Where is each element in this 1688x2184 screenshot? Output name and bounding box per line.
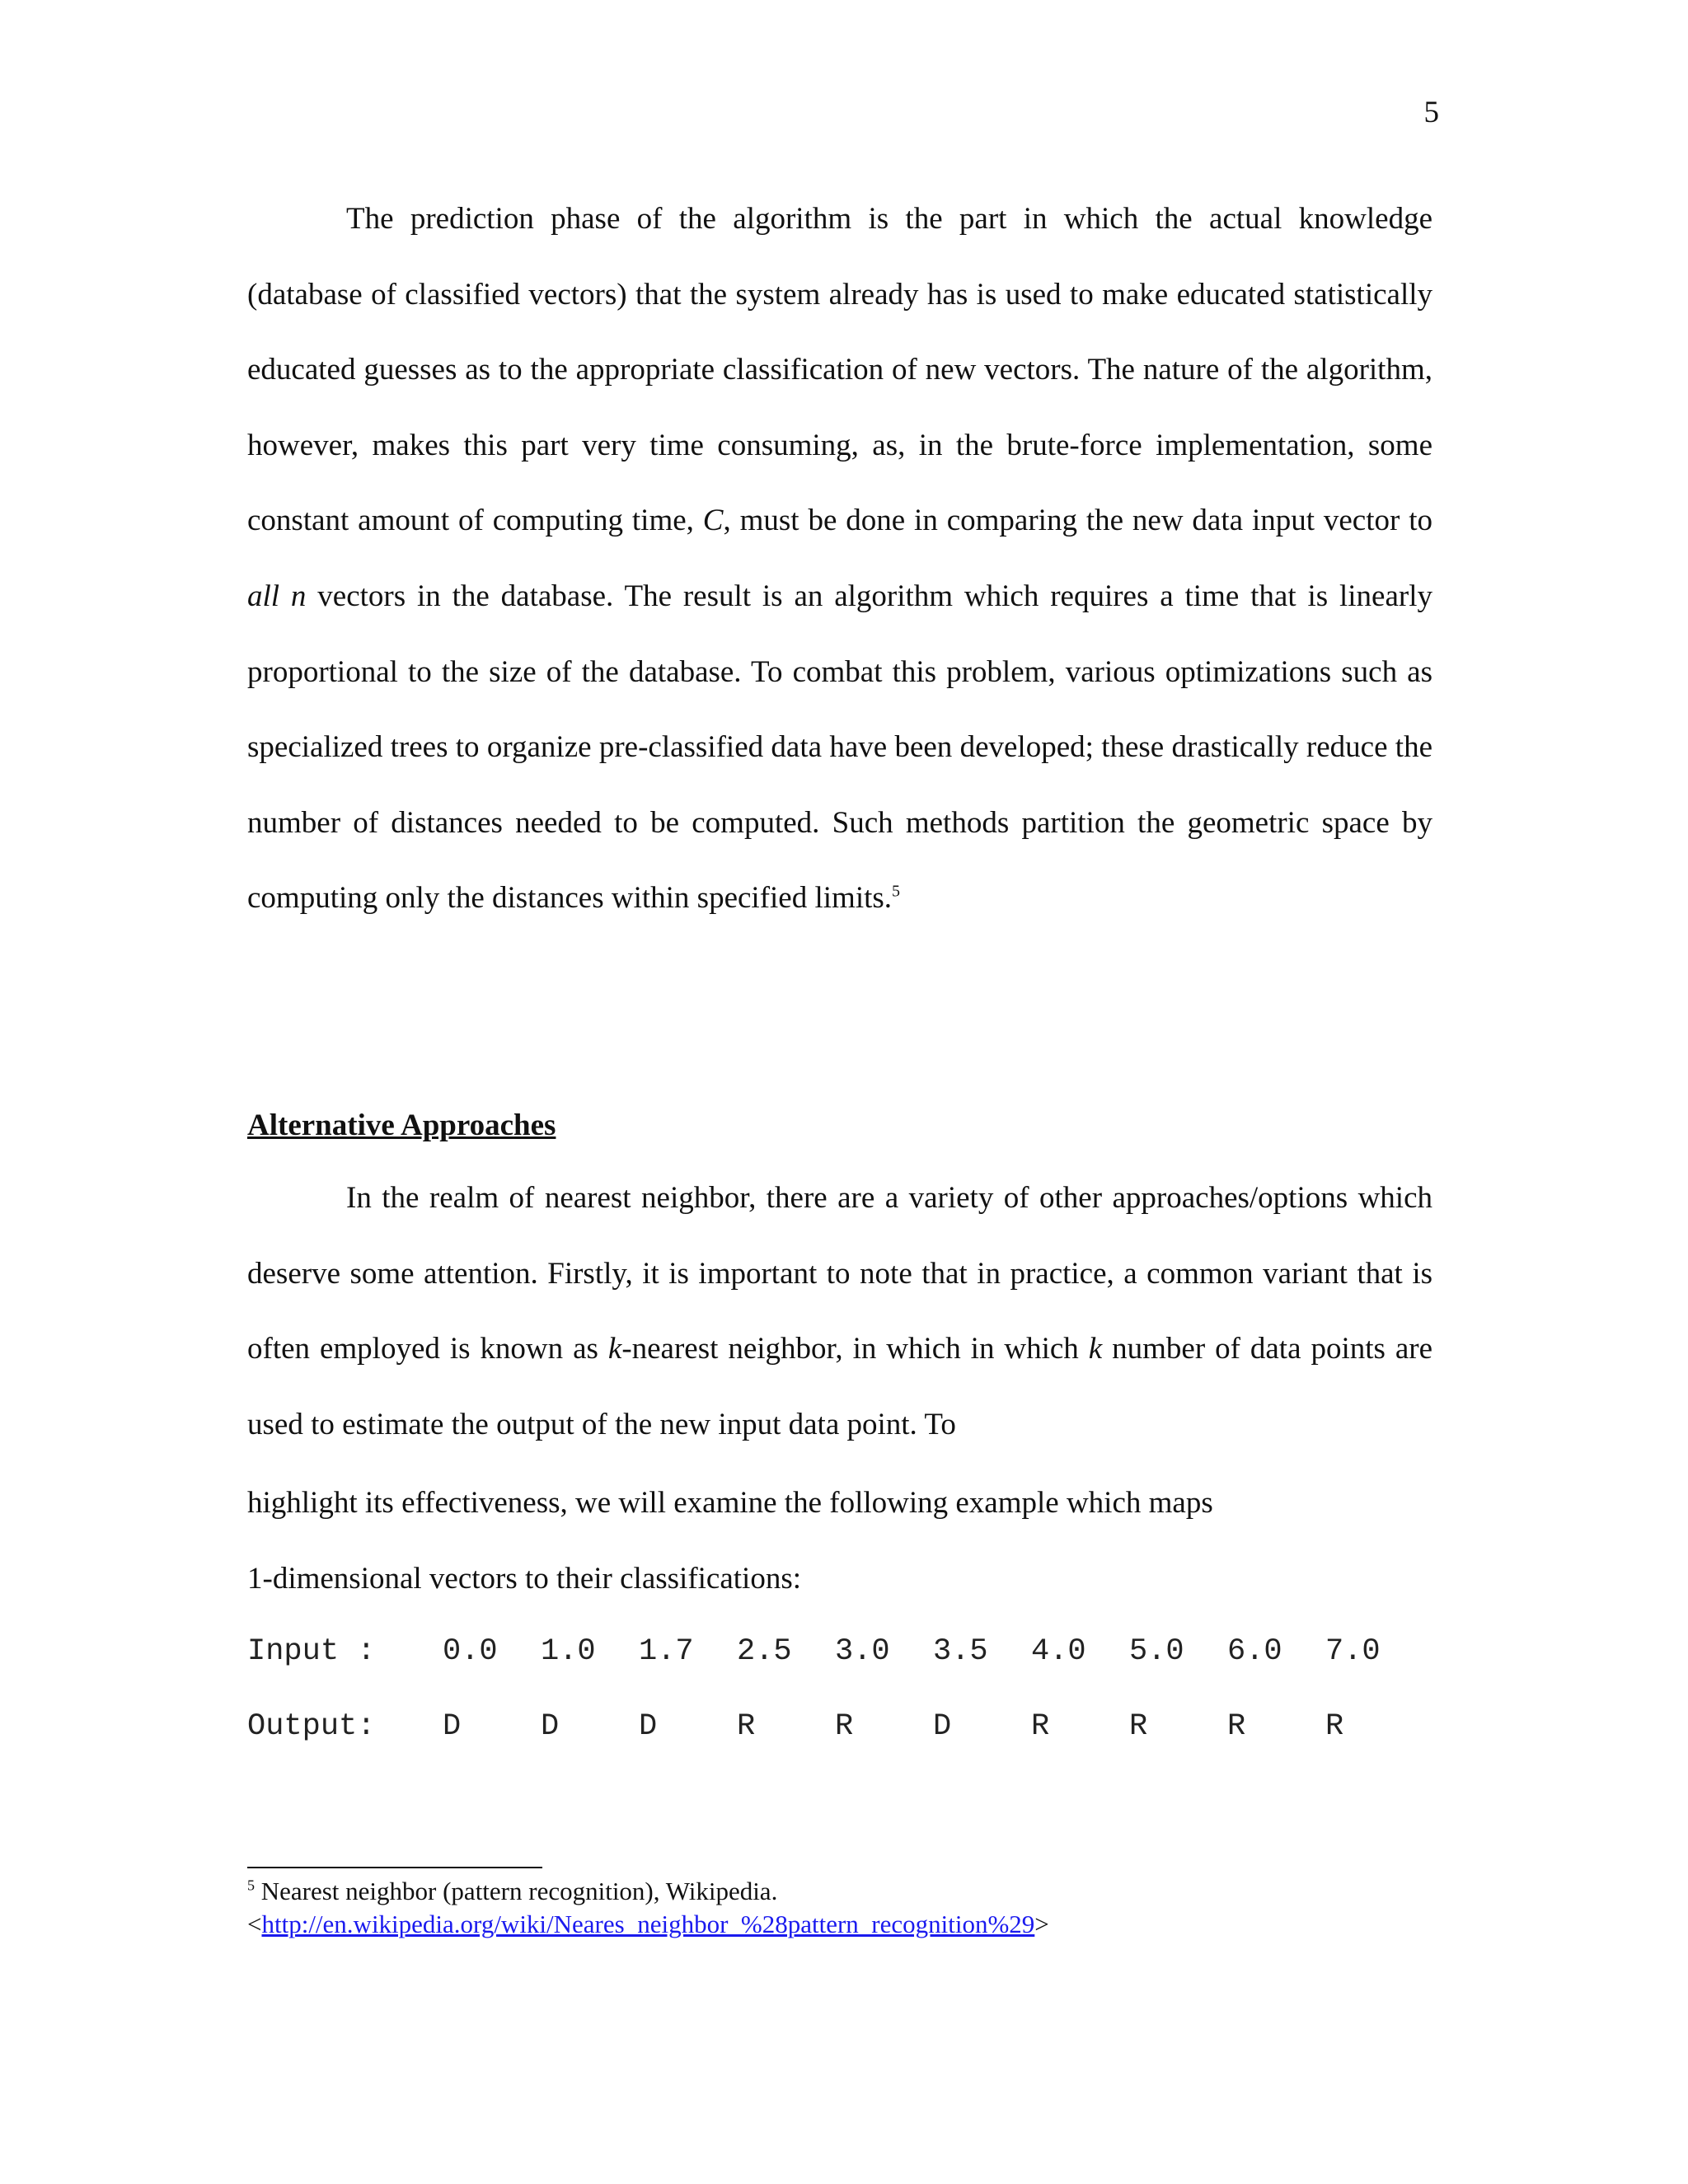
footnote-link[interactable]: http://en.wikipedia.org/wiki/Neares_neighbor_%28pattern_recognition%29 — [261, 1910, 1035, 1938]
footnote — [247, 1875, 1049, 1941]
input-value: 6.0 — [1227, 1634, 1282, 1669]
footnote-line-1 — [247, 1875, 1049, 1908]
input-value: 1.7 — [639, 1634, 694, 1669]
text-space — [279, 579, 291, 613]
paragraph-prediction-phase — [247, 181, 1432, 936]
output-label: Output: — [247, 1709, 376, 1744]
output-value: D — [541, 1709, 560, 1744]
text-run: In the realm of nearest neighbor, there are a variety of other approaches/options which deserve some attention. Firstly, it is important to note that in practice, a common variant that is often employed is known as — [247, 1181, 1432, 1366]
paragraph-alternative-approaches — [247, 1160, 1432, 1462]
bracket-open: < — [247, 1910, 262, 1938]
input-value: 5.0 — [1129, 1634, 1184, 1669]
output-value: D — [933, 1709, 952, 1744]
text-run: -nearest neighbor, in which in which — [621, 1332, 1089, 1366]
text-run: vectors in the database. The result is an algorithm which requires a time that is linearly proportional to the size of the database. To combat this problem, various optimizations such as specialized trees to organize pre-classified data have been developed; these drastically reduce the number of distances needed to be computed. Such methods partition the geometric space by computing only the distances within specified limits. — [247, 579, 1433, 916]
output-value: R — [1227, 1709, 1246, 1744]
output-value: R — [1325, 1709, 1344, 1744]
footnote-reference[interactable]: 5 — [892, 883, 901, 902]
bracket-close: > — [1034, 1910, 1049, 1938]
input-value: 1.0 — [541, 1634, 596, 1669]
text-run: number of data points are used to estimate the output of the new input data point. To — [247, 1332, 1433, 1441]
footnote-number: 5 — [247, 1877, 255, 1894]
italic-variable-c: C — [702, 504, 724, 538]
output-value: R — [1031, 1709, 1050, 1744]
input-value: 4.0 — [1031, 1634, 1086, 1669]
italic-variable-k: k — [1088, 1332, 1103, 1366]
output-value: D — [443, 1709, 462, 1744]
page-number: 5 — [1423, 96, 1439, 129]
input-label: Input : — [247, 1634, 376, 1669]
input-value: 7.0 — [1325, 1634, 1381, 1669]
italic-variable-k: k — [607, 1332, 622, 1366]
output-value: R — [1129, 1709, 1148, 1744]
text-line-vectors: 1-dimensional vectors to their classifications: — [247, 1562, 801, 1596]
input-value: 2.5 — [737, 1634, 792, 1669]
input-value: 3.0 — [835, 1634, 890, 1669]
text-run: The prediction phase of the algorithm is the part in which the actual knowledge (database of classified vectors) that the system already has is used to make educated statistically educated guesses as to the appropriate classification of new vectors. The nature of the algorithm, however, makes this part very time consuming, as, in the brute-force implementation, some constant amount of computing time, — [247, 202, 1432, 538]
input-value: 0.0 — [443, 1634, 498, 1669]
italic-all: all — [247, 579, 280, 613]
section-heading: Alternative Approaches — [247, 1108, 556, 1142]
footnote-line-2 — [247, 1908, 1049, 1941]
footnote-divider — [247, 1867, 542, 1868]
text-line-highlight: highlight its effectiveness, we will examine the following example which maps — [247, 1486, 1213, 1520]
input-value: 3.5 — [933, 1634, 988, 1669]
output-value: R — [835, 1709, 854, 1744]
text-run: , must be done in comparing the new data input vector to — [723, 504, 1432, 538]
italic-variable-n: n — [290, 579, 307, 613]
output-value: R — [737, 1709, 756, 1744]
output-value: D — [639, 1709, 658, 1744]
footnote-text: Nearest neighbor (pattern recognition), Wikipedia. — [260, 1877, 778, 1905]
